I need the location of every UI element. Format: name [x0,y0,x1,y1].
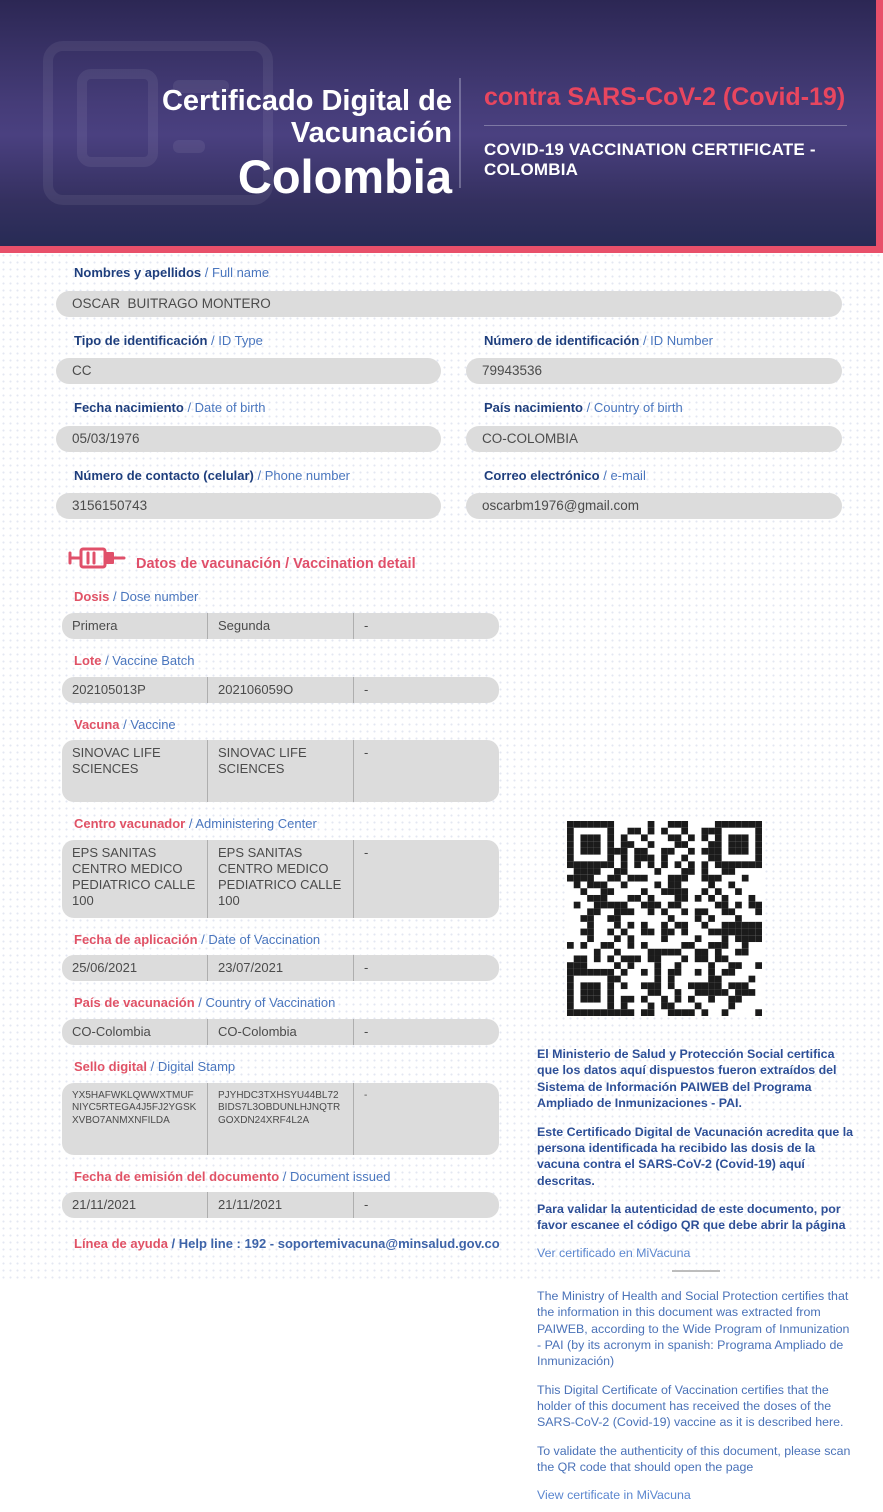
full-name-label [74,265,842,281]
vaccine-cell: SINOVAC LIFE SCIENCES [207,740,353,802]
row-vaccine [62,717,505,803]
label-en: / Vaccine Batch [105,652,195,668]
syringe-icon [68,543,126,573]
label-en: / Phone number [257,467,351,483]
validation-paragraph-es: Para validar la autenticidad de este documento, por favor escanee el código QR que debe abrir la página [537,1202,846,1233]
label-es: Nombres y apellidos [74,265,202,280]
header-subtitle-es: contra SARS-CoV-2 (Covid-19) [484,83,846,111]
label-en: / Date of birth [187,400,266,416]
label-es: País de vacunación [74,995,195,1011]
label-en: / Vaccine [123,716,176,732]
label-es: Fecha de aplicación [74,931,198,947]
label-es: Lote [74,652,102,668]
vaccination-date-cell: 25/06/2021 [72,960,138,976]
birth-date-label [74,400,441,416]
field-phone [56,468,441,520]
dose-table [62,613,499,639]
digital-stamp-cell: PJYHDC3TXHSYU44BL72BIDS7L3OBDUNLHJNQTRGOXDN24XRF4L2A [207,1083,353,1155]
help-line-label-en: / Help line : 192 - soportemivacuna@minsalud.gov.co [171,1236,500,1252]
header-title-block [30,86,452,201]
dose-cell: Segunda [207,613,353,639]
label-es: Centro vacunador [74,816,186,832]
link-ver-certificado-mivacuna[interactable]: Ver certificado en MiVacuna [537,1245,691,1260]
validation-column [537,805,855,1512]
row-date-of-vaccination [62,932,505,982]
validation-paragraph-en: To validate the authenticity of this document, please scan the QR code that should open the page [537,1443,851,1475]
validation-paragraph-en: The Ministry of Health and Social Protection certifies that the information in this document was extracted from PAIWEB, according to the Wide Program of Inmunization - PAI (by its acronym in spanish: Programa Ampliado de Inmunización) [537,1288,850,1369]
birth-country-label [484,400,842,416]
label-es: Vacuna [74,716,120,732]
label-en: / e-mail [603,467,646,483]
label-en: / Country of birth [586,400,683,416]
label-es: Número de identificación [484,332,640,348]
label-es: Correo electrónico [484,467,600,483]
text-divider [672,1270,720,1272]
phone-label [74,468,441,484]
header-title-es: Certificado Digital de Vacunación [161,85,452,149]
batch-label [74,653,505,669]
help-line [74,1236,505,1251]
header-subtitle-block [484,84,862,180]
phone-value: 3156150743 [56,493,441,519]
vaccine-cell: SINOVAC LIFE SCIENCES [72,745,161,777]
center-cell: - [353,840,499,918]
batch-cell: 202105013P [72,681,146,697]
vaccination-country-cell: CO-Colombia [207,1019,353,1045]
field-full-name [56,265,842,317]
dose-label [74,589,505,605]
digital-stamp-cell: - [353,1083,499,1155]
vaccine-label [74,717,505,733]
dose-cell: - [353,613,499,639]
id-number-value: 79943536 [466,358,842,384]
vaccination-date-table [62,955,499,981]
center-table [62,840,499,918]
field-email [466,468,842,520]
label-es: Fecha nacimiento [74,400,184,416]
dose-cell: Primera [72,617,118,633]
vaccination-section [62,543,505,1251]
id-type-label [74,333,441,349]
qr-code [567,821,762,1016]
document-issued-table [62,1192,499,1218]
document-issued-label [74,1169,505,1185]
vaccine-table [62,740,499,802]
id-type-value: CC [56,358,441,384]
header-banner [0,0,883,246]
full-name-value: OSCAR BUITRAGO MONTERO [56,291,842,317]
birth-country-value: CO-COLOMBIA [466,426,842,452]
row-digital-stamp [62,1059,505,1155]
digital-stamp-label [74,1059,505,1075]
field-birth-date [56,400,441,452]
field-birth-country [466,400,842,452]
center-cell: EPS SANITAS CENTRO MEDICO PEDIATRICO CALLE 100 [72,844,196,908]
label-en: / Full name [204,265,270,280]
header-title-country: Colombia [237,149,452,203]
label-en: / ID Type [211,332,263,348]
vaccination-date-label [74,932,505,948]
document-issued-cell: 21/11/2021 [207,1192,353,1218]
vaccination-country-cell: CO-Colombia [72,1023,151,1039]
row-country-of-vaccination [62,995,505,1045]
row-vaccine-batch [62,653,505,703]
personal-info-section [56,265,842,535]
center-label [74,816,505,832]
link-view-certificate-mivacuna[interactable]: View certificate in MiVacuna [537,1487,691,1502]
field-id-number [466,333,842,385]
header-subtitle-en: COVID-19 VACCINATION CERTIFICATE - COLOMBIA [484,139,816,179]
vaccination-section-header [68,543,505,573]
vaccination-section-title: Datos de vacunación / Vaccination detail [136,556,416,573]
document-issued-cell: 21/11/2021 [72,1197,137,1213]
digital-stamp-cell: YX5HAFWKLQWWXTMUFNIYC5RTEGA4J5FJ2YGSKXVBO7ANMXNFILDA [72,1089,197,1126]
label-en: / Administering Center [188,816,317,832]
row-document-issued [62,1169,505,1219]
label-en: / ID Number [642,332,714,348]
row-administering-center [62,816,505,918]
label-es: Sello digital [74,1058,147,1074]
label-en: / Date of Vaccination [201,931,321,947]
batch-table [62,677,499,703]
id-number-label [484,333,842,349]
vaccination-country-cell: - [353,1019,499,1045]
batch-cell: - [353,677,499,703]
document-issued-cell: - [353,1192,499,1218]
email-value: oscarbm1976@gmail.com [466,493,842,519]
vaccine-cell: - [353,740,499,802]
validation-paragraph-en: This Digital Certificate of Vaccination certifies that the holder of this document has received the doses of the SARS-CoV-2 (Covid-19) vaccine as it is described here. [537,1382,844,1430]
batch-cell: 202106059O [207,677,353,703]
label-en: / Dose number [113,589,199,605]
email-label [484,468,842,484]
header-divider-line [484,125,847,126]
row-dose-number [62,589,505,639]
label-en: / Digital Stamp [150,1058,236,1074]
vaccination-date-cell: - [353,955,499,981]
vaccination-country-label [74,995,505,1011]
header-bottom-stripe [0,246,883,253]
field-id-type [56,333,441,385]
label-es: Fecha de emisión del documento [74,1168,280,1184]
validation-paragraph-es: Este Certificado Digital de Vacunación acredita que la persona identificada ha recibido las dosis de la vacuna contra el SARS-CoV-2 (Covid-19) aquí descritas. [537,1124,854,1188]
label-en: / Document issued [282,1168,391,1184]
label-en: / Country of Vaccination [198,995,336,1011]
label-es: Tipo de identificación [74,332,208,348]
help-line-label-es: Línea de ayuda [74,1236,168,1252]
certificate-body [0,253,883,1502]
vaccination-country-table [62,1019,499,1045]
validation-paragraph-es: El Ministerio de Salud y Protección Social certifica que los datos aquí dispuestos fueron extraídos del Sistema de Información PAIWEB del Programa Ampliado de Inmunizaciones - PAI. [537,1047,837,1111]
vaccination-date-cell: 23/07/2021 [207,955,353,981]
label-es: Dosis [74,589,110,605]
center-cell: EPS SANITAS CENTRO MEDICO PEDIATRICO CALLE 100 [207,840,353,918]
birth-date-value: 05/03/1976 [56,426,441,452]
digital-stamp-table [62,1083,499,1155]
label-es: Número de contacto (celular) [74,467,254,483]
label-es: País nacimiento [484,400,583,416]
header-vertical-divider [459,78,461,188]
